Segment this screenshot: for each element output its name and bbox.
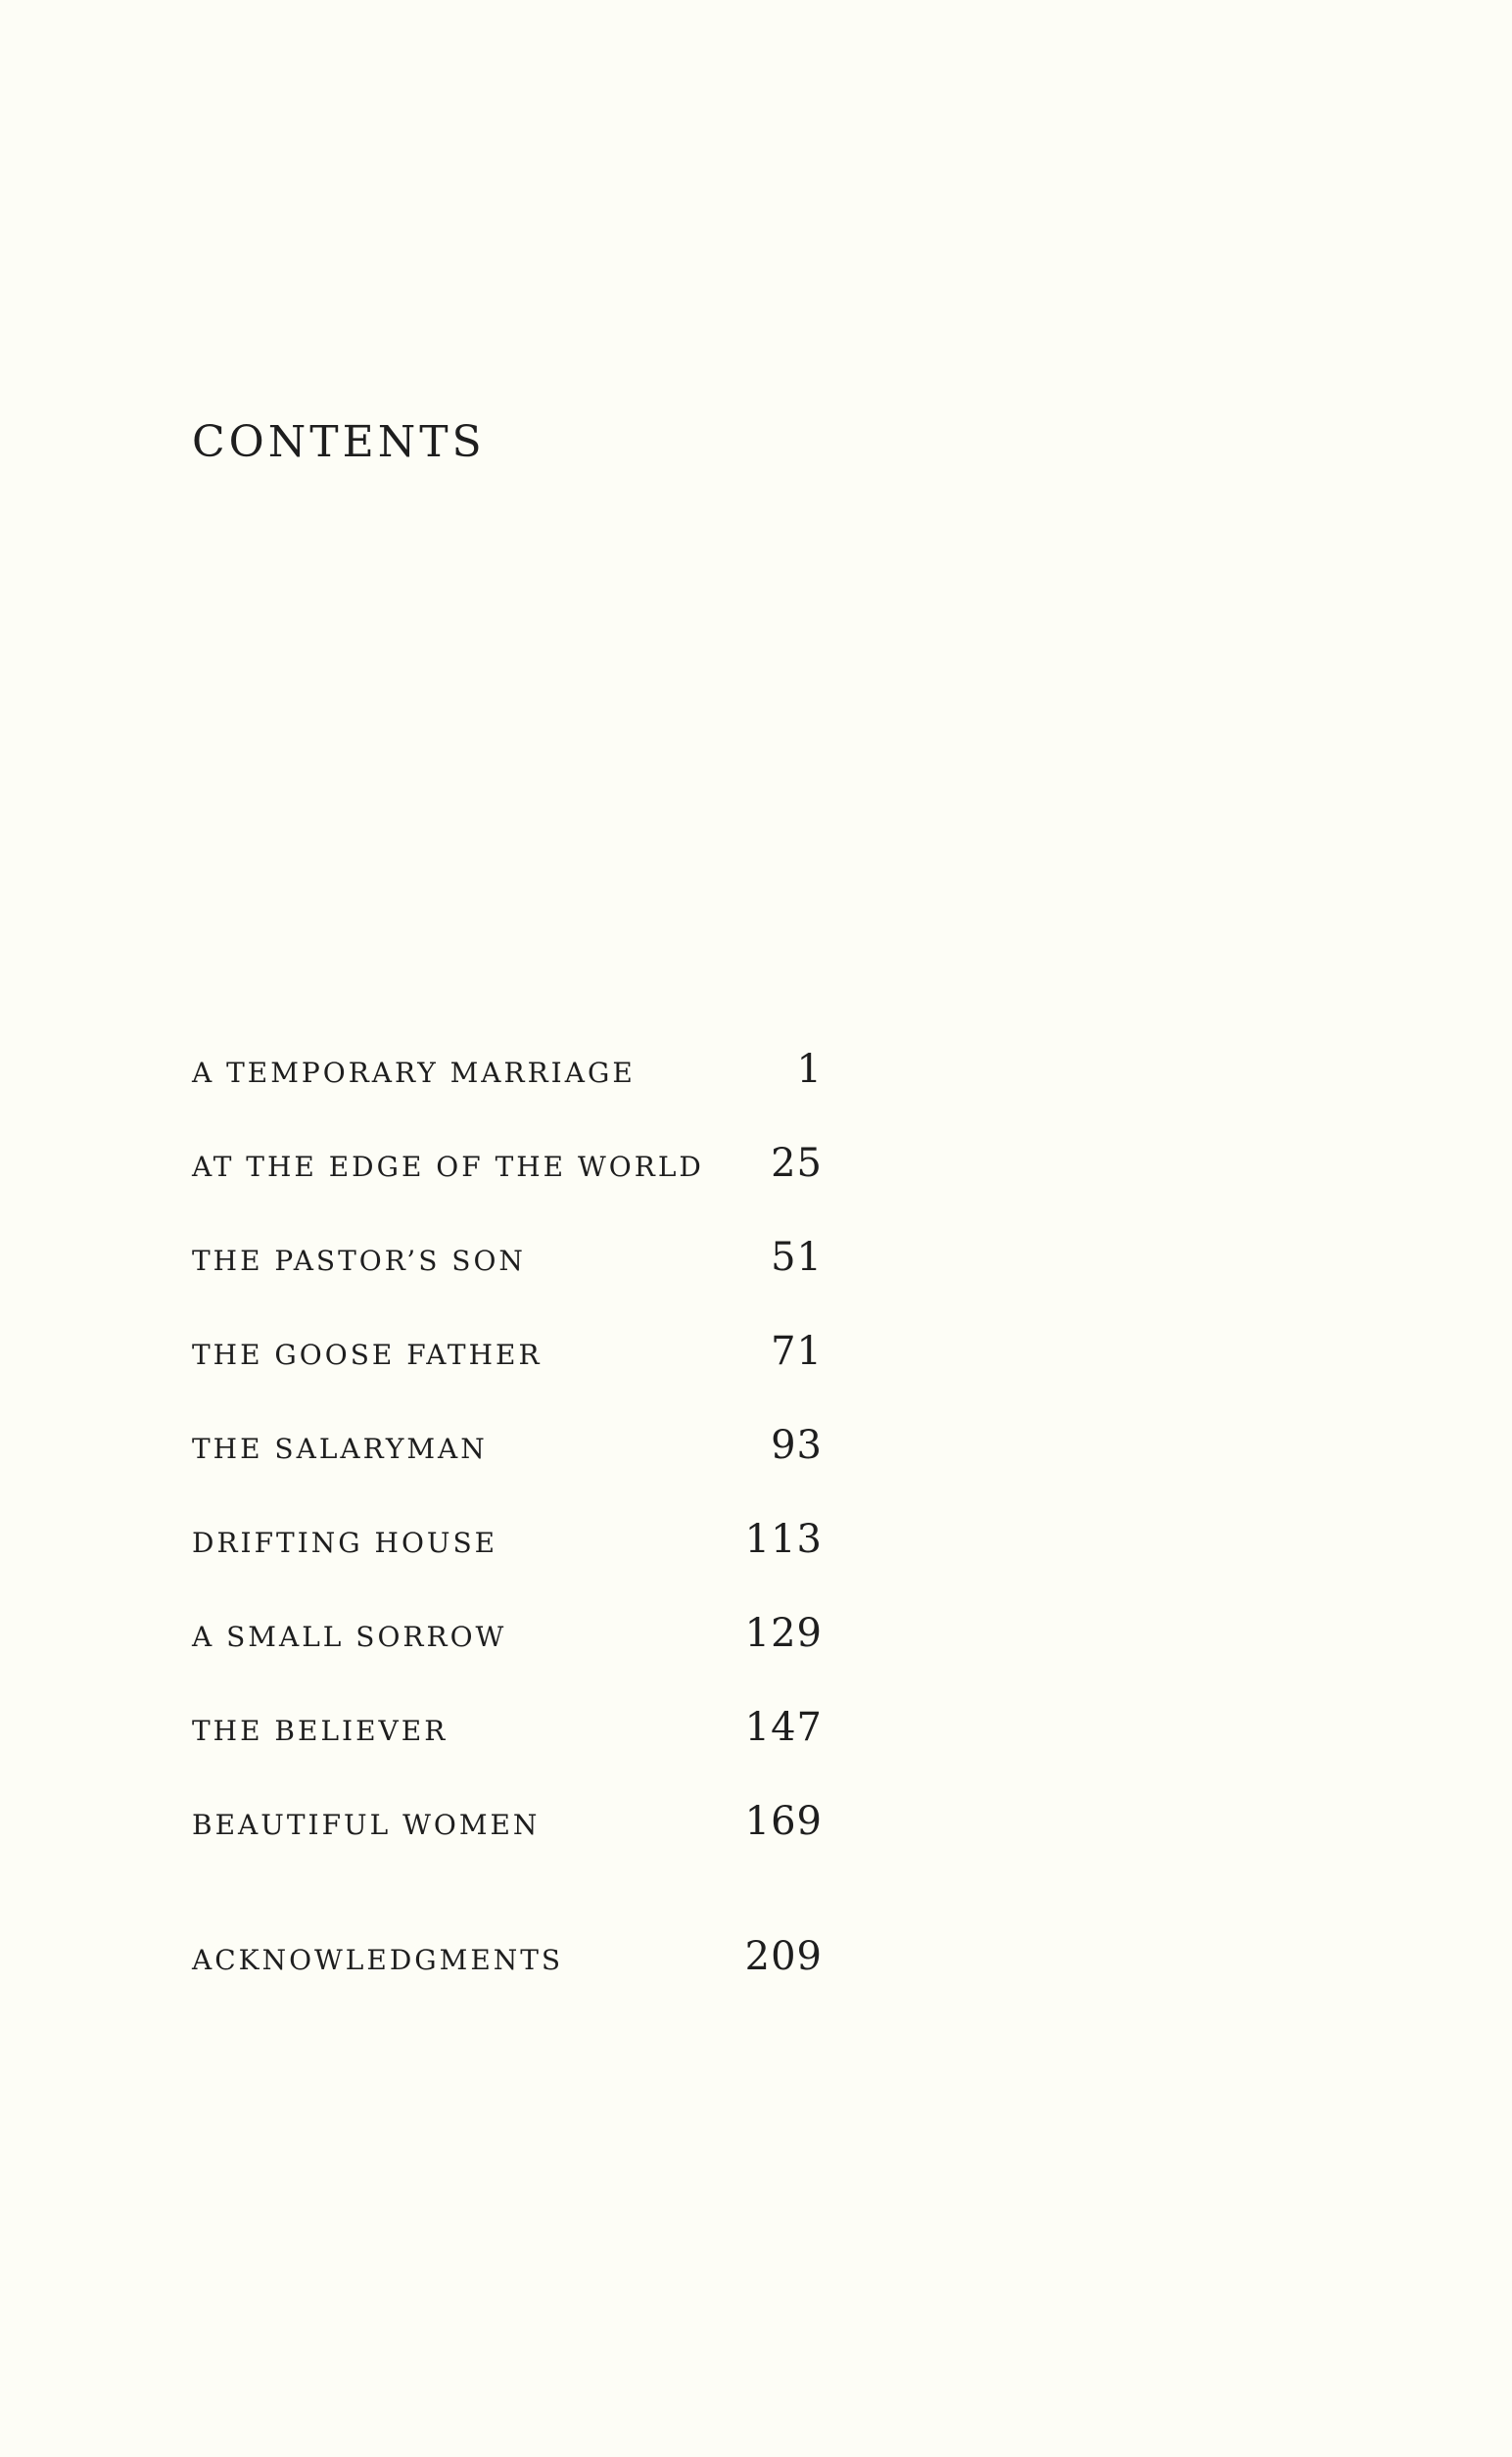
toc-entry-title: ACKNOWLEDGMENTS <box>192 1944 564 1976</box>
toc-entry-page-number: 169 <box>744 1799 823 1844</box>
toc-entry-page-number: 147 <box>744 1705 823 1750</box>
toc-entry[interactable] <box>192 1702 823 1750</box>
toc-entry[interactable] <box>192 1326 823 1374</box>
toc-entry-page-number: 51 <box>771 1235 823 1280</box>
toc-entry[interactable] <box>192 1138 823 1186</box>
toc-entry-page-number: 25 <box>771 1141 823 1186</box>
toc-entry-title: THE PASTOR’S SON <box>192 1245 526 1277</box>
toc-entry-page-number: 113 <box>744 1517 823 1562</box>
toc-entry-page-number: 129 <box>744 1611 823 1656</box>
toc-entry[interactable] <box>192 1044 823 1092</box>
toc-entry-page-number: 93 <box>771 1423 823 1468</box>
toc-entry-title: BEAUTIFUL WOMEN <box>192 1809 541 1841</box>
toc-entry-title: THE SALARYMAN <box>192 1433 488 1465</box>
toc-entry-title: THE GOOSE FATHER <box>192 1339 543 1371</box>
toc-entry[interactable] <box>192 1796 823 1844</box>
toc-entry-title: A SMALL SORROW <box>192 1621 507 1653</box>
toc-entry-title: DRIFTING HOUSE <box>192 1527 498 1559</box>
toc-entry-title: A TEMPORARY MARRIAGE <box>192 1057 636 1089</box>
toc-entry-page-number: 71 <box>771 1329 823 1374</box>
toc-entry[interactable] <box>192 1232 823 1280</box>
toc-entry-page-number: 209 <box>744 1934 823 1979</box>
toc-entry[interactable] <box>192 1608 823 1656</box>
toc-entry-title: AT THE EDGE OF THE WORLD <box>192 1151 704 1183</box>
toc-entry-page-number: 1 <box>796 1047 823 1092</box>
toc-entry[interactable] <box>192 1514 823 1562</box>
toc-entry[interactable] <box>192 1420 823 1468</box>
toc-entry-title: THE BELIEVER <box>192 1715 449 1747</box>
page-title: CONTENTS <box>192 417 486 467</box>
toc-entry-acknowledgments[interactable] <box>192 1931 823 1979</box>
